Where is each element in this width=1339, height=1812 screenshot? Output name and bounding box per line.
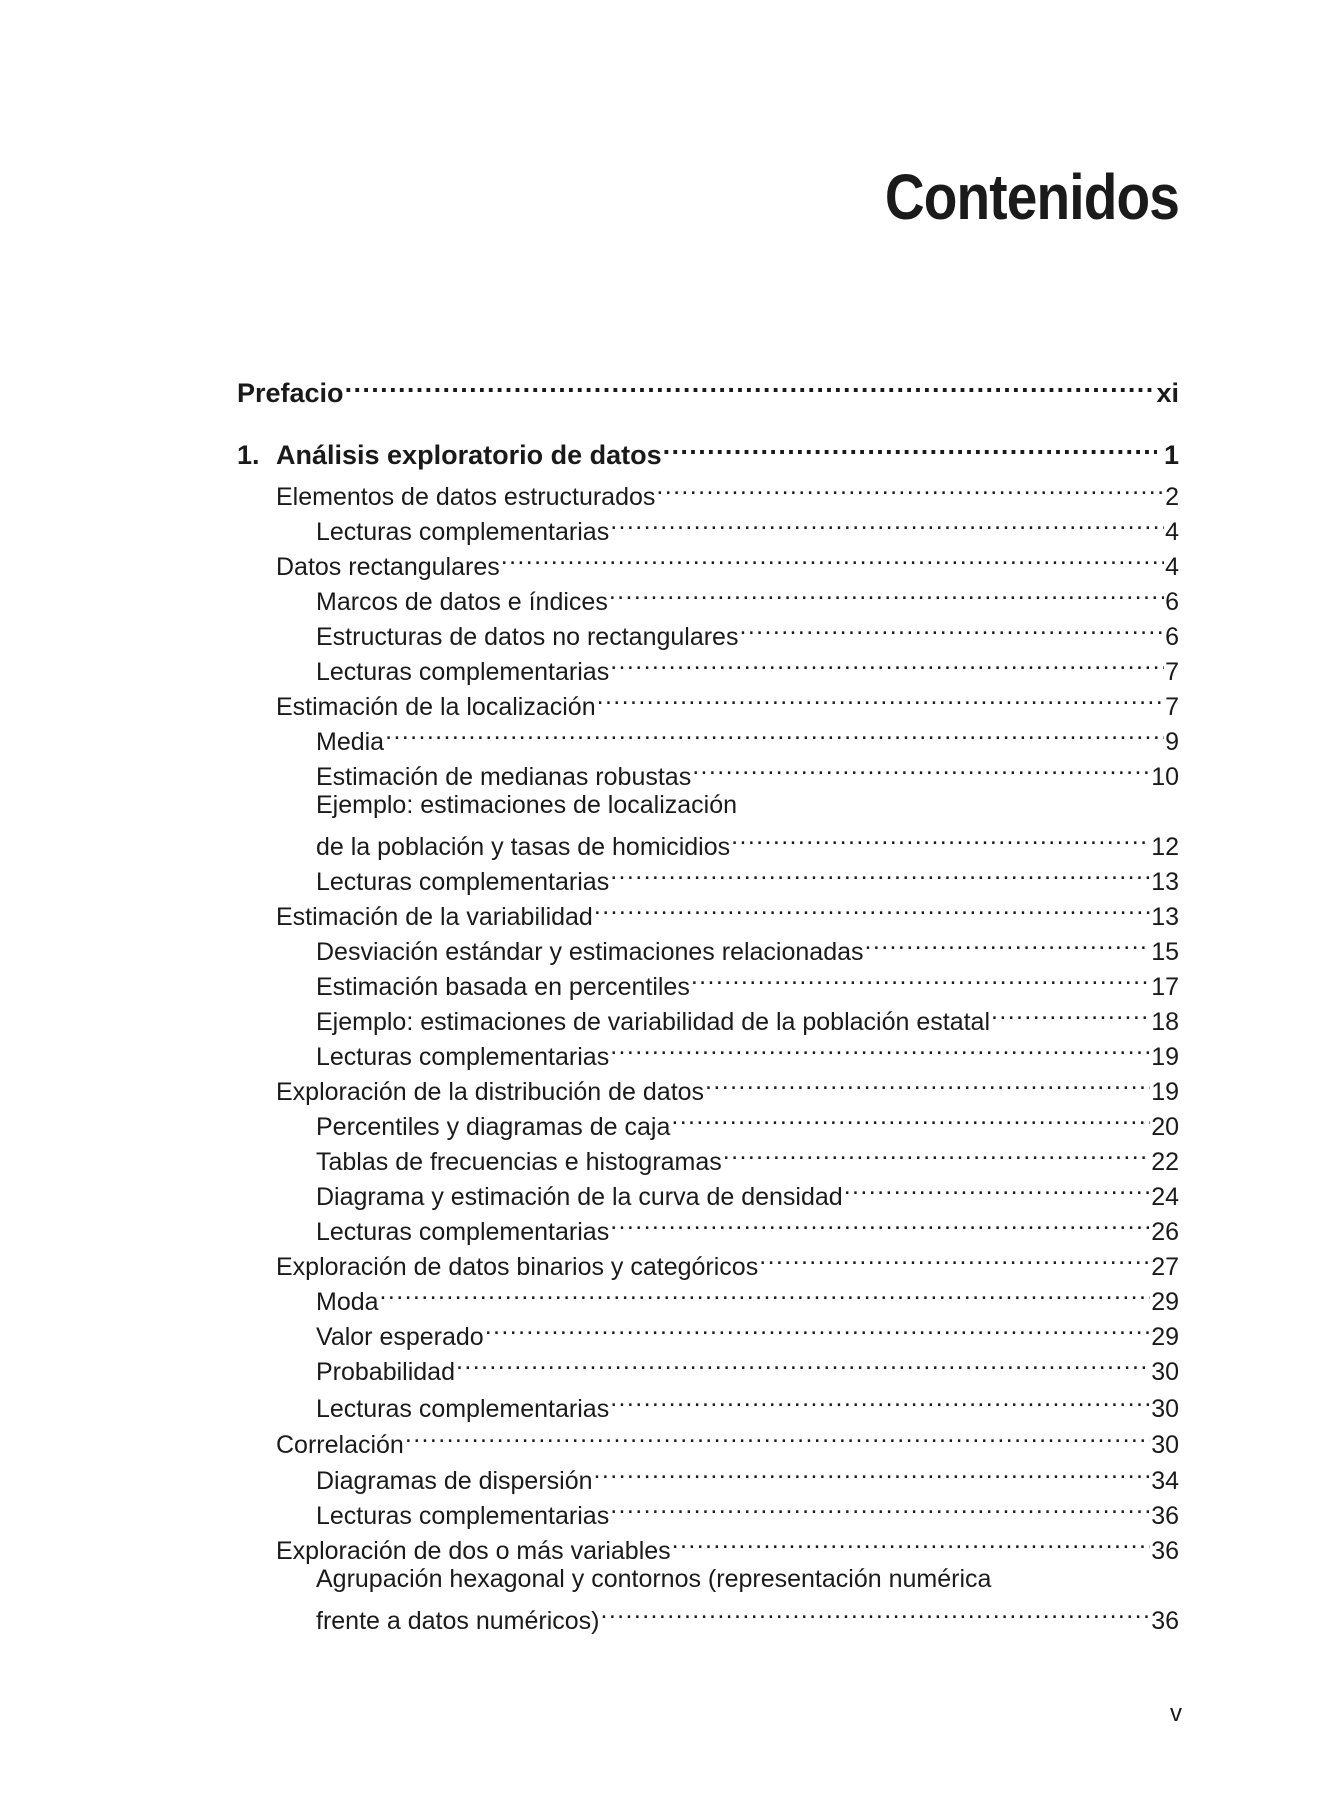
toc-entry-page: 12: [1151, 833, 1179, 861]
toc-entry[interactable]: [276, 1423, 1179, 1460]
toc-entry-label: Lecturas complementarias: [316, 1502, 610, 1530]
toc-entry-label: Media: [316, 728, 385, 756]
toc-entry-chapter-1[interactable]: [237, 434, 1179, 470]
page-number: v: [1170, 1700, 1182, 1727]
toc-entry[interactable]: [276, 895, 1179, 932]
dot-leader: [705, 1070, 1150, 1100]
toc-entry-label: Análisis exploratorio de datos: [276, 440, 662, 470]
toc-entry[interactable]: [316, 1000, 1179, 1037]
toc-entry[interactable]: [316, 930, 1179, 967]
toc-entry-label: Valor esperado: [316, 1323, 484, 1351]
dot-leader: [594, 1459, 1151, 1489]
toc-entry-label: Correlación: [276, 1431, 404, 1459]
toc-entry-label: Estimación de la localización: [276, 693, 596, 721]
toc-entry-page: 19: [1151, 1078, 1179, 1106]
dot-leader: [739, 615, 1164, 645]
toc-entry-label: Agrupación hexagonal y contornos (representación numérica: [316, 1565, 992, 1593]
dot-leader: [600, 1599, 1150, 1629]
toc-entry[interactable]: [316, 1494, 1179, 1531]
toc-entry-label: Lecturas complementarias: [316, 868, 610, 896]
toc-entry-page: 30: [1151, 1395, 1179, 1423]
toc-entry-page: 17: [1151, 973, 1179, 1001]
toc-entry[interactable]: [276, 1529, 1179, 1566]
dot-leader: [610, 1035, 1150, 1065]
toc-entry-page: 2: [1165, 483, 1179, 511]
toc-entry-page: 15: [1151, 938, 1179, 966]
toc-entry-page: 1: [1163, 440, 1179, 470]
dot-leader: [672, 1529, 1151, 1559]
toc-entry[interactable]: [316, 1459, 1179, 1496]
toc-entry[interactable]: [316, 1315, 1179, 1352]
toc-entry-page: 24: [1151, 1183, 1179, 1211]
toc-entry[interactable]: [316, 1564, 1179, 1594]
toc-entry-page: 10: [1151, 763, 1179, 791]
toc-entry[interactable]: [316, 510, 1179, 547]
dot-leader: [723, 1140, 1150, 1170]
toc-entry[interactable]: [316, 790, 1179, 820]
toc-entry-label: Lecturas complementarias: [316, 1218, 610, 1246]
toc-entry-page: 20: [1151, 1113, 1179, 1141]
toc-entry-page: 29: [1151, 1323, 1179, 1351]
toc-entry-page: 4: [1165, 553, 1179, 581]
toc-entry[interactable]: [316, 1175, 1179, 1212]
toc-entry-label: Marcos de datos e índices: [316, 588, 608, 616]
dot-leader: [380, 1280, 1151, 1310]
dot-leader: [610, 650, 1164, 680]
dot-leader: [597, 685, 1164, 715]
dot-leader: [692, 755, 1150, 785]
dot-leader: [610, 1494, 1150, 1524]
toc-entry-label: Probabilidad: [316, 1358, 455, 1386]
toc-entry-label: Estimación de la variabilidad: [276, 903, 593, 931]
toc-entry[interactable]: [316, 650, 1179, 687]
toc-entry-page: 4: [1165, 518, 1179, 546]
toc-entry-label: Estimación basada en percentiles: [316, 973, 690, 1001]
dot-leader: [663, 434, 1157, 464]
dot-leader: [345, 372, 1156, 402]
toc-entry[interactable]: [276, 545, 1179, 582]
toc-entry[interactable]: [276, 1070, 1179, 1107]
dot-leader: [610, 1210, 1150, 1240]
toc-entry-label: Prefacio: [237, 378, 344, 408]
toc-entry-page: 27: [1151, 1253, 1179, 1281]
toc-entry[interactable]: [316, 1105, 1179, 1142]
toc-entry[interactable]: [316, 1140, 1179, 1177]
toc-entry[interactable]: [316, 1035, 1179, 1072]
toc-entry-page: 36: [1151, 1607, 1179, 1635]
toc-entry-label: Lecturas complementarias: [316, 658, 610, 686]
dot-leader: [991, 1000, 1150, 1030]
dot-leader: [485, 1315, 1150, 1345]
toc-entry-label: Desviación estándar y estimaciones relacionadas: [316, 938, 864, 966]
toc-entry-label: Elementos de datos estructurados: [276, 483, 656, 511]
dot-leader: [671, 1105, 1150, 1135]
toc-entry-page: 30: [1151, 1431, 1179, 1459]
toc-entry-page: 13: [1151, 868, 1179, 896]
toc-entry-page: 9: [1165, 728, 1179, 756]
toc-entry[interactable]: [316, 1387, 1179, 1424]
toc-entry-page: 26: [1151, 1218, 1179, 1246]
toc-entry-label: Diagramas de dispersión: [316, 1467, 593, 1495]
page-title: Contenidos: [884, 161, 1179, 233]
toc-entry-label: Exploración de dos o más variables: [276, 1537, 671, 1565]
dot-leader: [609, 580, 1164, 610]
toc-entry-label: Estructuras de datos no rectangulares: [316, 623, 739, 651]
dot-leader: [594, 895, 1150, 925]
toc-entry-page: 6: [1165, 623, 1179, 651]
toc-entry-label: Percentiles y diagramas de caja: [316, 1113, 671, 1141]
toc-entry[interactable]: [316, 860, 1179, 897]
toc-entry-label: Moda: [316, 1288, 379, 1316]
toc-entry-label: Tablas de frecuencias e histogramas: [316, 1148, 722, 1176]
toc-entry[interactable]: [316, 825, 1179, 862]
toc-entry-label: Estimación de medianas robustas: [316, 763, 692, 791]
dot-leader: [759, 1245, 1150, 1275]
toc-entry-label: de la población y tasas de homicidios: [316, 833, 731, 861]
toc-entry[interactable]: [316, 720, 1179, 757]
toc-entry-label: Ejemplo: estimaciones de variabilidad de la población estatal: [316, 1008, 991, 1036]
toc-entry-page: 19: [1151, 1043, 1179, 1071]
dot-leader: [844, 1175, 1151, 1205]
toc-entry-page: 36: [1151, 1502, 1179, 1530]
toc-entry-page: 6: [1165, 588, 1179, 616]
toc-entry[interactable]: [316, 1210, 1179, 1247]
toc-entry-label: Lecturas complementarias: [316, 1395, 610, 1423]
dot-leader: [456, 1350, 1150, 1380]
dot-leader: [656, 475, 1164, 505]
toc-entry-label: frente a datos numéricos): [316, 1607, 600, 1635]
toc-entry[interactable]: [276, 685, 1179, 722]
toc-entry-page: 7: [1165, 693, 1179, 721]
toc-entry-label: Exploración de la distribución de datos: [276, 1078, 705, 1106]
chapter-number: 1.: [237, 440, 260, 470]
dot-leader: [610, 1387, 1150, 1417]
toc-entry-label: Lecturas complementarias: [316, 518, 610, 546]
toc-entry-page: 29: [1151, 1288, 1179, 1316]
toc-entry-label: Ejemplo: estimaciones de localización: [316, 791, 738, 819]
toc-entry[interactable]: [316, 615, 1179, 652]
toc-entry[interactable]: [316, 755, 1179, 792]
dot-leader: [691, 965, 1150, 995]
toc-entry[interactable]: [316, 1599, 1179, 1636]
dot-leader: [731, 825, 1150, 855]
dot-leader: [610, 510, 1164, 540]
toc-entry-label: Diagrama y estimación de la curva de densidad: [316, 1183, 843, 1211]
toc-entry-page: 34: [1151, 1467, 1179, 1495]
toc-entry-preface[interactable]: [237, 372, 1179, 408]
toc-entry-page: 22: [1151, 1148, 1179, 1176]
toc-entry[interactable]: [276, 475, 1179, 512]
toc-entry[interactable]: [316, 1350, 1179, 1387]
dot-leader: [385, 720, 1164, 750]
dot-leader: [865, 930, 1151, 960]
toc-entry-page: 30: [1151, 1358, 1179, 1386]
toc-entry[interactable]: [316, 580, 1179, 617]
toc-entry-label: Lecturas complementarias: [316, 1043, 610, 1071]
toc-entry-page: xi: [1156, 378, 1179, 408]
toc-entry[interactable]: [316, 965, 1179, 1002]
dot-leader: [610, 860, 1150, 890]
toc-entry-page: 7: [1165, 658, 1179, 686]
dot-leader: [501, 545, 1164, 575]
toc-entry-page: 18: [1151, 1008, 1179, 1036]
toc-entry[interactable]: [316, 1280, 1179, 1317]
dot-leader: [405, 1423, 1150, 1453]
toc-entry-page: 36: [1151, 1537, 1179, 1565]
toc-entry[interactable]: [276, 1245, 1179, 1282]
toc-entry-label: Exploración de datos binarios y categóricos: [276, 1253, 759, 1281]
toc-entry-label: Datos rectangulares: [276, 553, 500, 581]
toc-entry-page: 13: [1151, 903, 1179, 931]
